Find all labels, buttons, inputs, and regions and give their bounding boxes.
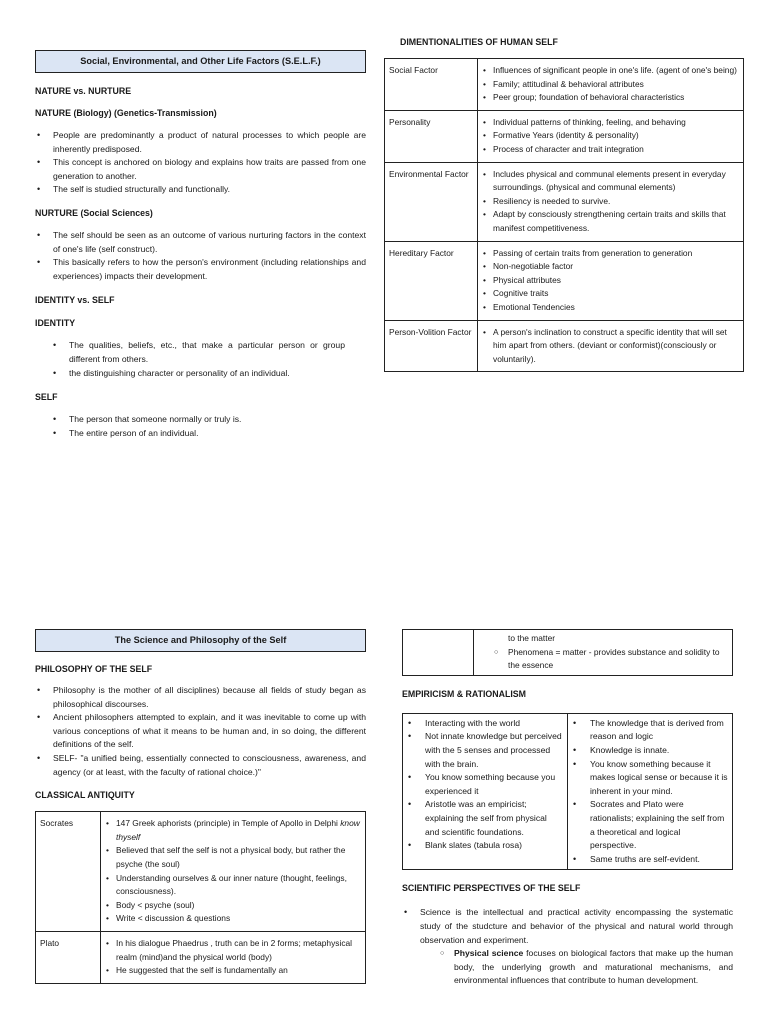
row-label: Environmental Factor	[385, 162, 478, 241]
nature-heading: NATURE (Biology) (Genetics-Transmission)	[35, 108, 217, 118]
list-item: • People are predominantly a product of natural processes to which people are inherently predisposed.	[35, 129, 366, 156]
list-item: • He suggested that the self is fundamentally an	[105, 964, 361, 978]
list-item: • In his dialogue Phaedrus , truth can be in 2 forms; metaphysical realm (mind)and the physical world (body)	[105, 937, 361, 964]
table-row	[36, 931, 366, 983]
list-item: • Blank slates (tabula rosa)	[407, 839, 563, 853]
list-item: • Not innate knowledge but perceived with the 5 senses and processed with the brain.	[407, 730, 563, 771]
list-item: • Formative Years (identity & personality)	[482, 129, 739, 143]
list-item: • Process of character and trait integration	[482, 143, 739, 157]
nature-vs-nurture-heading: NATURE vs. NURTURE	[35, 86, 132, 96]
list-item: • This basically refers to how the person's environment (including relationships and experiences) impacts their development.	[35, 256, 366, 283]
list-item: • SELF- "a unified being, essentially connected to consciousness, awareness, and agency (or at least, with the faculty of rational choice.)"	[35, 752, 366, 779]
row-label: Social Factor	[385, 59, 478, 111]
classical-heading: CLASSICAL ANTIQUITY	[35, 790, 135, 801]
table-row	[385, 162, 744, 241]
list-item: • A person's inclination to construct a specific identity that will set him apart from others. (deviant or conformist)(consciously or voluntarily).	[482, 326, 739, 367]
list-item: • Write < discussion & questions	[105, 912, 361, 926]
row-label: Hereditary Factor	[385, 241, 478, 320]
list-item: • The self should be seen as an outcome of various nurturing factors in the context of one's life (self construct).	[35, 229, 366, 256]
table-row	[385, 110, 744, 162]
self-heading: SELF	[35, 392, 58, 403]
list-item: • Passing of certain traits from generation to generation	[482, 247, 739, 261]
list-item: • Philosophy is the mother of all disciplines) because all fields of study began as philosophical discourses.	[35, 684, 366, 711]
list-item: • The person that someone normally or truly is.	[35, 413, 366, 427]
list-item: • Individual patterns of thinking, feeling, and behaving	[482, 116, 739, 130]
list-item: • Body < psyche (soul)	[105, 899, 361, 913]
list-item: • Peer group; foundation of behavioral characteristics	[482, 91, 739, 105]
list-item: • Physical attributes	[482, 274, 739, 288]
empiricism-heading: EMPIRICISM & RATIONALISM	[402, 688, 526, 699]
identity-heading: IDENTITY	[35, 318, 76, 329]
continued-table	[402, 629, 733, 676]
table-row	[385, 320, 744, 372]
classical-table	[35, 811, 366, 984]
table-row	[36, 812, 366, 932]
list-item: • This concept is anchored on biology and explains how traits are passed from one generation to another.	[35, 156, 366, 183]
list-item: • Family; attitudinal & behavioral attributes	[482, 78, 739, 92]
philosophy-heading: PHILOSOPHY OF THE SELF	[35, 664, 153, 674]
scientific-heading: SCIENTIFIC PERSPECTIVES OF THE SELF	[402, 883, 581, 894]
list-item: • Knowledge is innate.	[572, 744, 728, 758]
list-item: • 147 Greek aphorists (principle) in Temple of Apollo in Delphi know thyself	[105, 817, 361, 844]
list-item: • Influences of significant people in one's life. (agent of one's being)	[482, 64, 739, 78]
table-row	[385, 241, 744, 320]
list-item: • Includes physical and communal elements present in everyday surroundings. (physical and communal elements)	[482, 168, 739, 195]
left-column	[35, 50, 366, 440]
right-column	[402, 629, 733, 988]
list-item: • Socrates and Plato were rationalists; explaining the self from a theoretical and logical perspective.	[572, 798, 728, 852]
list-item: • Adapt by consciously strengthening certain traits and skills that manifest competitiveness.	[482, 208, 739, 235]
nature-list	[35, 129, 366, 197]
list-item: • Non-negotiable factor	[482, 260, 739, 274]
philosophy-list	[35, 684, 366, 779]
list-item: • The self is studied structurally and functionally.	[35, 183, 366, 197]
identity-vs-self-heading: IDENTITY vs. SELF	[35, 295, 115, 306]
row-label: Person-Volition Factor	[385, 320, 478, 372]
empiricism-table	[402, 713, 733, 871]
empiricism-list	[407, 717, 563, 853]
physical-science-term: Physical science	[454, 948, 524, 959]
list-item: • Science is the intellectual and practical activity encompassing the systematic study of the studcture and behavior of the physical and natural world through observation and experiment.	[402, 906, 733, 947]
physical-science-item: ○ Physical science focuses on biological factors that make up the human body, the underlying growth and maturational mechanisms, and environmental influences that contribute to human development.	[402, 947, 733, 988]
list-item: • Same truths are self-evident.	[572, 853, 728, 867]
list-item: • Aristotle was an empiricist; explaining the self from physical and scientific foundations.	[407, 798, 563, 839]
rationalism-list	[572, 717, 728, 867]
row-label: Plato	[36, 931, 101, 983]
self-list	[35, 413, 366, 440]
table-row	[403, 713, 733, 870]
page-2	[0, 512, 768, 1024]
table-row	[385, 59, 744, 111]
row-label: Personality	[385, 110, 478, 162]
list-item: • Believed that self the self is not a physical body, but rather the psyche (the soul)	[105, 844, 361, 871]
list-item: • The knowledge that is derived from reason and logic	[572, 717, 728, 744]
list-item: • Resiliency is needed to survive.	[482, 195, 739, 209]
dimensionalities-heading: DIMENTIONALITIES OF HUMAN SELF	[400, 37, 558, 47]
list-item: • You know something because it makes logical sense or because it is inherent in your mind.	[572, 758, 728, 799]
self-title-box: Social, Environmental, and Other Life Factors (S.E.L.F.)	[35, 50, 366, 73]
list-item: • Understanding ourselves & our inner nature (thought, feelings, consciousness).	[105, 872, 361, 899]
left-column	[35, 629, 366, 984]
identity-list	[35, 339, 345, 380]
continued-line: to the matter	[508, 633, 556, 643]
dimensionalities-table	[384, 58, 744, 372]
list-item: ○ Phenomena = matter - provides substance and solidity to the essence	[478, 646, 728, 673]
list-item: • Ancient philosophers attempted to explain, and it was inevitable to come up with various conceptions of what it means to be human and, in so doing, the different definitions of the self.	[35, 711, 366, 752]
row-label: Socrates	[36, 812, 101, 932]
list-item: • Cognitive traits	[482, 287, 739, 301]
list-item: • You know something because you experienced it	[407, 771, 563, 798]
nurture-heading: NURTURE (Social Sciences)	[35, 207, 153, 218]
science-title-box: The Science and Philosophy of the Self	[35, 629, 366, 652]
nurture-list	[35, 229, 366, 283]
list-item: • The qualities, beliefs, etc., that make a particular person or group different from others.	[35, 339, 345, 366]
list-item: • The entire person of an individual.	[35, 427, 366, 441]
right-column	[384, 36, 744, 372]
list-item: • Emotional Tendencies	[482, 301, 739, 315]
table-row	[403, 630, 733, 676]
list-item: • the distinguishing character or personality of an individual.	[35, 367, 345, 381]
scientific-list	[402, 906, 733, 947]
list-item: • Interacting with the world	[407, 717, 563, 731]
